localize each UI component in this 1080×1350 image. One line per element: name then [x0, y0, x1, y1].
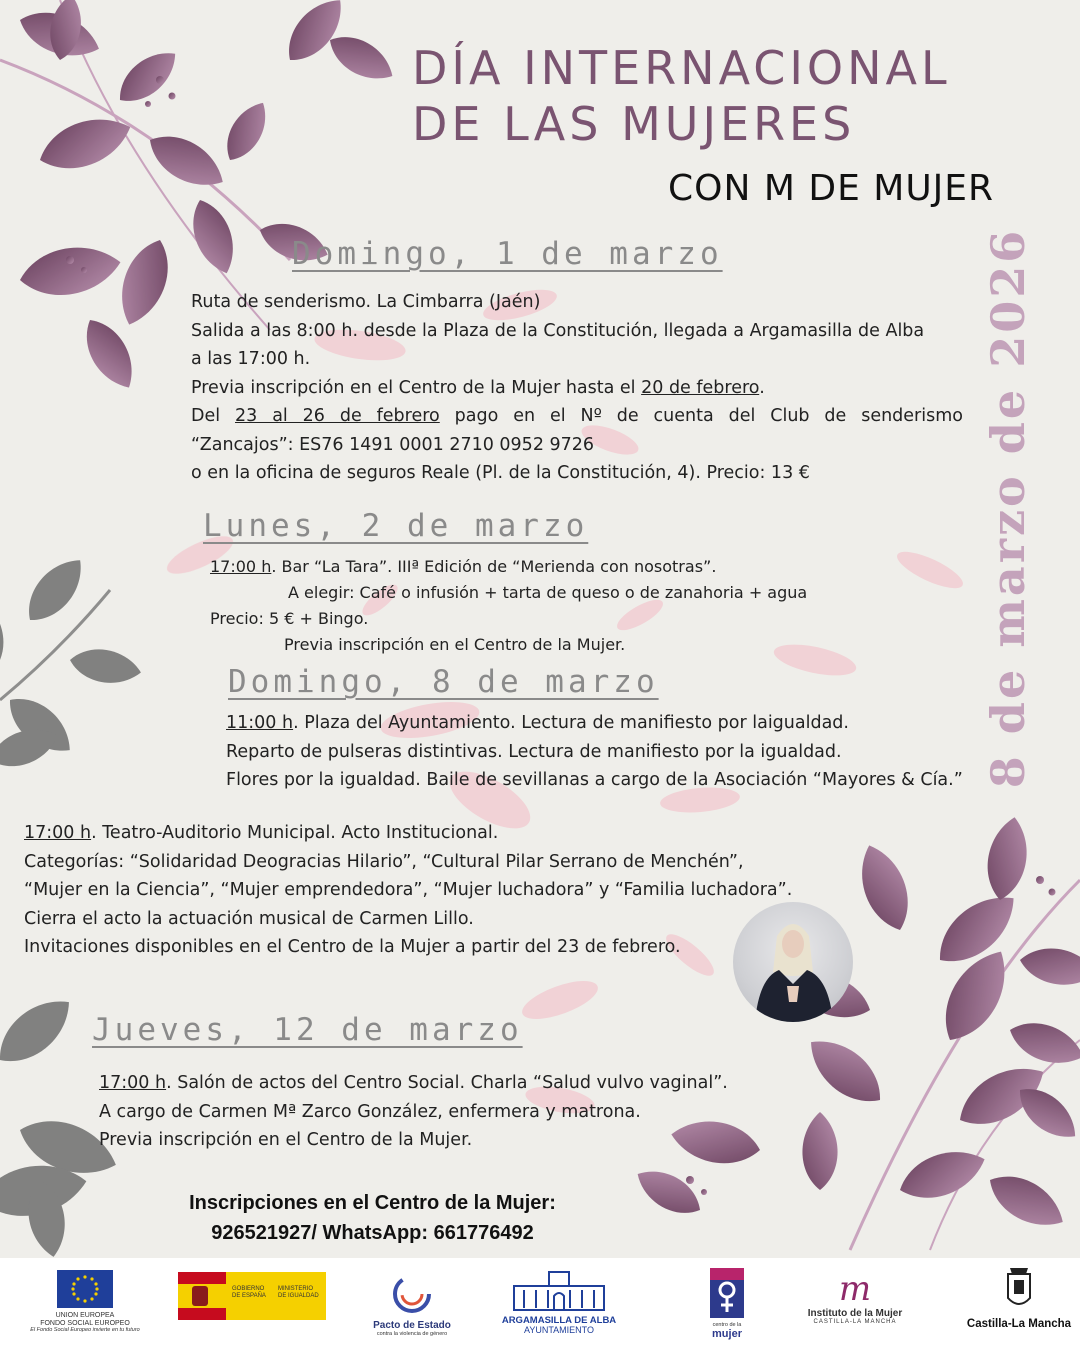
day-heading-monday-2: Lunes, 2 de marzo	[203, 508, 589, 544]
date-highlight: 23 al 26 de febrero	[235, 406, 440, 426]
event-line: A cargo de Carmen Mª Zarco González, enfermera y matrona.	[99, 1101, 641, 1122]
pacto-caption: contra la violencia de género	[376, 1331, 448, 1337]
day-heading-thursday-12: Jueves, 12 de marzo	[92, 1012, 523, 1048]
pacto-de-estado-logo	[368, 1272, 456, 1337]
contact-line-1: Inscripciones en el Centro de la Mujer:	[189, 1192, 556, 1214]
ministerio-text	[278, 1286, 319, 1299]
event-line	[99, 1069, 799, 1098]
event-text: Previa inscripción en el Centro de la Mujer hasta el	[191, 377, 642, 398]
centro-de-la-mujer-logo	[704, 1268, 750, 1340]
event-text: . Plaza del Ayuntamiento. Lectura de manifiesto por laigualdad.	[293, 713, 849, 733]
ayuntamiento-logo	[500, 1268, 618, 1336]
date-highlight: 20 de febrero	[641, 377, 760, 398]
gobierno-caption: DE ESPAÑA	[232, 1292, 266, 1299]
event-text: . Salón de actos del Centro Social. Charla “Salud vulvo vaginal”.	[166, 1073, 728, 1093]
pacto-caption: Pacto de Estado	[373, 1320, 451, 1331]
coat-of-arms-icon	[192, 1286, 208, 1306]
eu-flag-icon	[57, 1270, 113, 1308]
event-line	[191, 374, 963, 403]
event-text: pago en el Nº de cuenta del Club de senderismo	[439, 406, 963, 426]
title-line-2: DE LAS MUJERES	[412, 97, 856, 151]
event-line: “Mujer en la Ciencia”, “Mujer emprendedora”, “Mujer luchadora” y “Familia luchadora”.	[24, 880, 793, 900]
eu-logo	[30, 1270, 140, 1333]
instituto-caption: CASTILLA-LA MANCHA	[813, 1319, 897, 1325]
event-line	[226, 709, 1016, 738]
pacto-circle-icon	[390, 1272, 434, 1316]
instituto-m-icon: m	[838, 1269, 872, 1309]
event-line	[191, 402, 963, 431]
female-symbol-icon	[710, 1268, 744, 1318]
event-line: Precio: 5 € + Bingo.	[210, 609, 369, 628]
event-line: Salida a las 8:00 h. desde la Plaza de la Constitución, llegada a Argamasilla de Alba	[191, 320, 925, 341]
subtitle: CON M DE MUJER	[668, 168, 995, 209]
vertical-date-label: 8 de marzo de 2026	[981, 227, 1035, 789]
event-line: Ruta de senderismo. La Cimbarra (Jaén)	[191, 292, 541, 312]
event-line: “Zancajos”: ES76 1491 0001 2710 0952 9726	[191, 434, 595, 455]
event-line	[210, 554, 870, 580]
event-time: 17:00 h	[99, 1073, 167, 1093]
gobierno-text	[232, 1286, 266, 1299]
event-monday-2	[210, 554, 870, 658]
eu-caption: El Fondo Social Europeo invierte en tu futuro	[30, 1327, 140, 1334]
event-line: Previa inscripción en el Centro de la Mujer.	[284, 635, 626, 654]
town-hall-icon	[504, 1268, 614, 1312]
event-text: Del	[191, 406, 236, 426]
event-line: o en la oficina de seguros Reale (Pl. de la Constitución, 4). Precio: 13 €	[191, 463, 810, 483]
event-sunday-8-afternoon	[24, 819, 793, 962]
event-sunday-8-morning	[226, 709, 1016, 795]
title-line-1: DÍA INTERNACIONAL	[412, 41, 951, 95]
event-line	[24, 819, 744, 848]
gobierno-ministerio-logo	[178, 1272, 326, 1320]
event-text: .	[759, 377, 765, 398]
ministerio-caption: MINISTERIO	[278, 1286, 314, 1292]
day-heading-sunday-1: Domingo, 1 de marzo	[292, 236, 723, 272]
clm-shield-icon	[1002, 1264, 1036, 1314]
event-line: Previa inscripción en el Centro de la Mujer.	[99, 1130, 473, 1150]
contact-phone: 926521927/ WhatsApp: 661776492	[211, 1222, 534, 1244]
event-line: Categorías: “Solidaridad Deogracias Hilario”, “Cultural Pilar Serrano de Menchén”,	[24, 851, 744, 872]
eu-caption: UNION EUROPEA	[55, 1312, 115, 1319]
clm-caption: Castilla-La Mancha	[966, 1318, 1072, 1330]
singer-photo	[733, 902, 853, 1022]
ministerio-caption: DE IGUALDAD	[278, 1292, 319, 1299]
event-time: 11:00 h	[226, 713, 294, 733]
centro-caption: mujer	[712, 1328, 742, 1341]
day-heading-sunday-8: Domingo, 8 de marzo	[228, 664, 659, 700]
event-thursday-12	[99, 1069, 799, 1155]
event-time: 17:00 h	[24, 823, 92, 843]
event-sunday-1	[191, 288, 963, 488]
event-text: . Teatro-Auditorio Municipal. Acto Institucional.	[91, 823, 499, 843]
instituto-de-la-mujer-logo	[800, 1270, 910, 1326]
event-line: A elegir: Café o infusión + tarta de queso o de zanahoria + agua	[288, 583, 808, 602]
centro-caption: centro de la	[712, 1322, 742, 1328]
instituto-caption: Instituto de la Mujer	[807, 1308, 903, 1319]
gobierno-caption: GOBIERNO	[232, 1286, 265, 1292]
event-line: a las 17:00 h.	[191, 349, 311, 369]
ayuntamiento-caption: AYUNTAMIENTO	[523, 1325, 594, 1336]
event-line: Cierra el acto la actuación musical de Carmen Lillo.	[24, 908, 474, 929]
event-line: Flores por la igualdad. Baile de sevillanas a cargo de la Asociación “Mayores & Cía.”	[226, 770, 963, 790]
ayuntamiento-caption: ARGAMASILLA DE ALBA	[501, 1315, 617, 1326]
page-title	[412, 40, 951, 152]
registration-contact	[140, 1188, 605, 1248]
eu-caption: FONDO SOCIAL EUROPEO	[40, 1319, 130, 1327]
castilla-la-mancha-logo	[966, 1264, 1072, 1331]
event-time: 17:00 h	[210, 557, 272, 576]
event-line: Reparto de pulseras distintivas. Lectura de manifiesto por la igualdad.	[226, 741, 842, 762]
event-line: Invitaciones disponibles en el Centro de la Mujer a partir del 23 de febrero.	[24, 937, 681, 957]
sponsor-logos-bar	[0, 1258, 1080, 1350]
event-text: . Bar “La Tara”. IIIª Edición de “Merienda con nosotras”.	[271, 557, 717, 576]
